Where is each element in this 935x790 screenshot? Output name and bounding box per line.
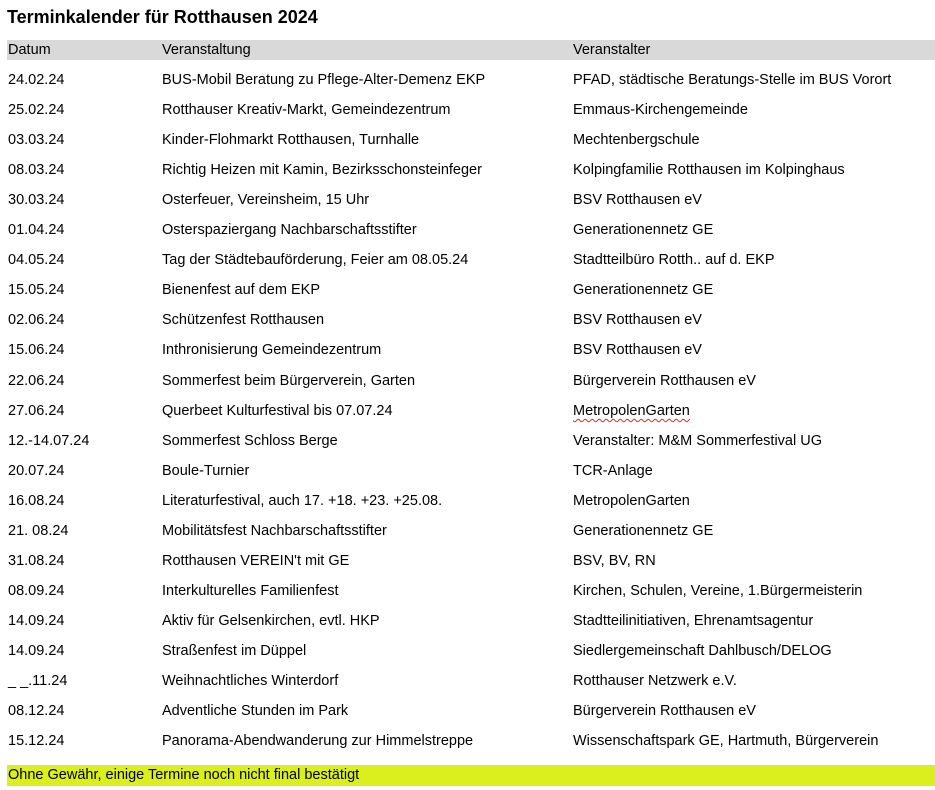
table-row (7, 581, 935, 603)
row-organizer: MetropolenGarten (573, 403, 690, 419)
row-date: 14.09.24 (8, 613, 65, 629)
row-organizer: Generationennetz GE (573, 282, 714, 298)
row-event: Boule-Turnier (162, 463, 250, 479)
table-row (7, 70, 935, 92)
row-organizer: BSV Rotthausen eV (573, 312, 702, 328)
row-organizer: Rotthauser Netzwerk e.V. (573, 673, 737, 689)
header-event: Veranstaltung (162, 42, 251, 58)
row-event: Rotthauser Kreativ-Markt, Gemeindezentrum (162, 102, 451, 118)
row-event: BUS-Mobil Beratung zu Pflege-Alter-Demenz EKP (162, 72, 486, 88)
row-event: Richtig Heizen mit Kamin, Bezirksschonsteinfeger (162, 162, 482, 178)
row-date: 30.03.24 (8, 192, 65, 208)
row-event: Panorama-Abendwanderung zur Himmelstreppe (162, 733, 474, 749)
table-row (7, 190, 935, 212)
row-organizer: Kolpingfamilie Rotthausen im Kolpinghaus (573, 162, 845, 178)
row-date: 12.-14.07.24 (8, 433, 90, 449)
table-row (7, 611, 935, 633)
table-row (7, 310, 935, 332)
row-date: 21. 08.24 (8, 523, 69, 539)
row-organizer: Stadtteilbüro Rotth.. auf d. EKP (573, 252, 775, 268)
table-row (7, 250, 935, 272)
row-event: Straßenfest im Düppel (162, 643, 307, 659)
row-date: 24.02.24 (8, 72, 65, 88)
row-date: 20.07.24 (8, 463, 65, 479)
table-row (7, 371, 935, 393)
table-row (7, 671, 935, 693)
row-date: 02.06.24 (8, 312, 65, 328)
table-row (7, 431, 935, 453)
row-event: Osterfeuer, Vereinsheim, 15 Uhr (162, 192, 370, 208)
row-organizer: Kirchen, Schulen, Vereine, 1.Bürgermeisterin (573, 583, 863, 599)
row-organizer: Siedlergemeinschaft Dahlbusch/DELOG (573, 643, 832, 659)
row-event: Aktiv für Gelsenkirchen, evtl. HKP (162, 613, 380, 629)
page-title: Terminkalender für Rotthausen 2024 (7, 7, 318, 27)
row-event: Schützenfest Rotthausen (162, 312, 325, 328)
row-organizer: MetropolenGarten (573, 493, 690, 509)
row-date: 25.02.24 (8, 102, 65, 118)
table-row (7, 731, 935, 753)
table-row (7, 521, 935, 543)
row-event: Kinder-Flohmarkt Rotthausen, Turnhalle (162, 132, 420, 148)
table-row (7, 491, 935, 513)
row-organizer: PFAD, städtische Beratungs-Stelle im BUS Vorort (573, 72, 892, 88)
row-organizer: BSV Rotthausen eV (573, 192, 702, 208)
row-event: Sommerfest beim Bürgerverein, Garten (162, 373, 416, 389)
header-organizer: Veranstalter (573, 42, 651, 58)
table-header (7, 40, 935, 60)
header-date: Datum (8, 42, 51, 58)
table-row (7, 551, 935, 573)
row-date: 08.03.24 (8, 162, 65, 178)
row-date: 04.05.24 (8, 252, 65, 268)
row-date: 15.05.24 (8, 282, 65, 298)
row-date: 08.12.24 (8, 703, 65, 719)
row-date: _ _.11.24 (8, 673, 68, 689)
row-event: Sommerfest Schloss Berge (162, 433, 338, 449)
row-organizer: TCR-Anlage (573, 463, 653, 479)
row-event: Rotthausen VEREIN't mit GE (162, 553, 350, 569)
row-date: 22.06.24 (8, 373, 65, 389)
table-row (7, 280, 935, 302)
row-date: 27.06.24 (8, 403, 65, 419)
row-event: Interkulturelles Familienfest (162, 583, 339, 599)
row-event: Querbeet Kulturfestival bis 07.07.24 (162, 403, 393, 419)
row-organizer: Wissenschaftspark GE, Hartmuth, Bürgerverein (573, 733, 879, 749)
row-organizer: Stadtteilinitiativen, Ehrenamtsagentur (573, 613, 814, 629)
row-date: 16.08.24 (8, 493, 65, 509)
row-event: Literaturfestival, auch 17. +18. +23. +25.08. (162, 493, 443, 509)
row-event: Weihnachtliches Winterdorf (162, 673, 339, 689)
row-organizer: Generationennetz GE (573, 222, 714, 238)
row-event: Inthronisierung Gemeindezentrum (162, 342, 382, 358)
row-organizer: Bürgerverein Rotthausen eV (573, 703, 756, 719)
table-row (7, 340, 935, 362)
table-row (7, 130, 935, 152)
row-event: Bienenfest auf dem EKP (162, 282, 320, 298)
row-date: 03.03.24 (8, 132, 65, 148)
table-row (7, 401, 935, 423)
row-organizer: Mechtenbergschule (573, 132, 700, 148)
row-organizer: Generationennetz GE (573, 523, 714, 539)
row-organizer: BSV, BV, RN (573, 553, 656, 569)
row-organizer: Bürgerverein Rotthausen eV (573, 373, 756, 389)
table-row (7, 641, 935, 663)
row-date: 01.04.24 (8, 222, 65, 238)
row-date: 14.09.24 (8, 643, 65, 659)
table-row (7, 100, 935, 122)
disclaimer-note (7, 765, 935, 786)
row-date: 15.06.24 (8, 342, 65, 358)
row-organizer: Veranstalter: M&M Sommerfestival UG (573, 433, 822, 449)
row-event: Adventliche Stunden im Park (162, 703, 349, 719)
row-event: Mobilitätsfest Nachbarschaftsstifter (162, 523, 387, 539)
row-date: 15.12.24 (8, 733, 65, 749)
table-row (7, 461, 935, 483)
row-event: Osterspaziergang Nachbarschaftsstifter (162, 222, 417, 238)
row-date: 08.09.24 (8, 583, 65, 599)
row-event: Tag der Städtebauförderung, Feier am 08.05.24 (162, 252, 469, 268)
row-organizer: BSV Rotthausen eV (573, 342, 702, 358)
row-organizer: Emmaus-Kirchengemeinde (573, 102, 748, 118)
disclaimer-text: Ohne Gewähr, einige Termine noch nicht final bestätigt (8, 767, 360, 783)
row-date: 31.08.24 (8, 553, 65, 569)
table-row (7, 160, 935, 182)
table-row (7, 220, 935, 242)
table-row (7, 701, 935, 723)
